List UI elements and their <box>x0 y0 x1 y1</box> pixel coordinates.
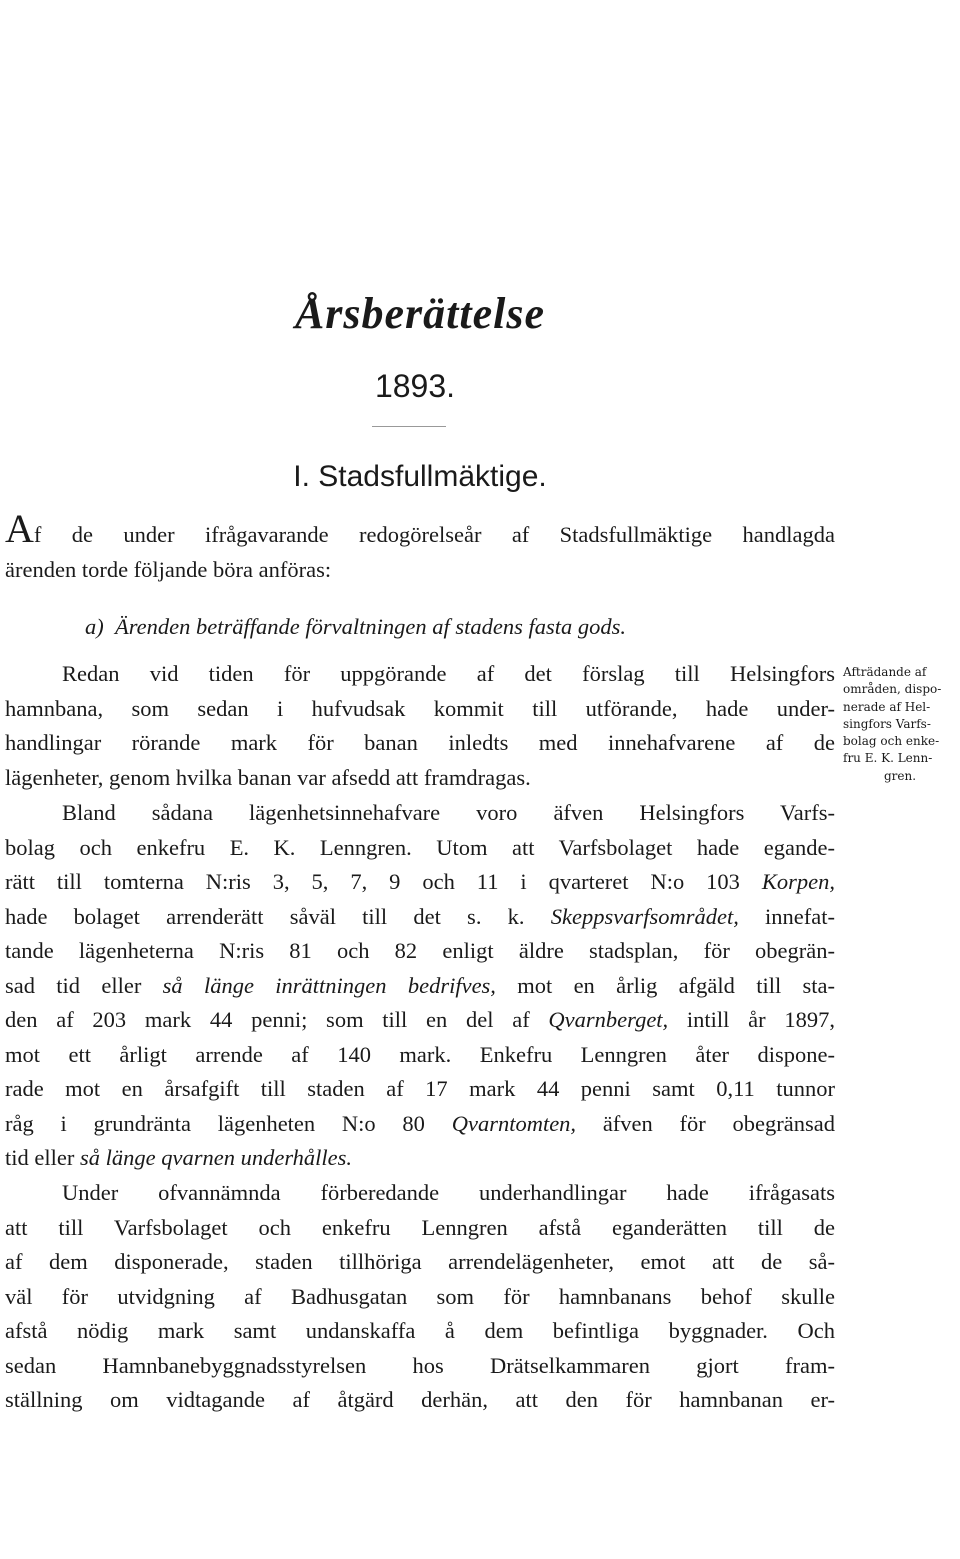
intro-line-1-text: f de under ifrågavarande redogörelseår af Stadsfullmäktige handlagda <box>33 522 835 547</box>
p2-italic: Skeppsvarfsområdet, <box>550 903 739 929</box>
p2-line: mot ett årligt arrende af 140 mark. Enkefru Lenngren åter dispone- <box>5 1041 835 1067</box>
p2-text: hade bolaget arrenderätt såväl till det s. k. <box>5 903 551 929</box>
p3-line: väl för utvidgning af Badhusgatan som för hamnbanans behof skulle <box>5 1283 835 1309</box>
p2-text: intill år 1897, <box>668 1007 835 1032</box>
p2-line <box>5 1141 835 1176</box>
margin-note <box>843 664 957 785</box>
margin-note-line: singfors Varfs- <box>843 716 931 731</box>
paragraph-1 <box>5 657 835 795</box>
section-heading: I. Stadsfullmäktige. <box>293 460 547 493</box>
margin-note-line: fru E. K. Lenn- <box>843 751 933 766</box>
p2-text: råg i grundränta lägenheten N:o 80 <box>5 1110 452 1136</box>
margin-note-line: nerade af Hel- <box>843 699 931 714</box>
subsection-label: a) <box>85 614 104 639</box>
page-title: Årsberättelse <box>294 289 546 338</box>
p2-line: Bland sådana lägenhetsinnehafvare voro äfven Helsingfors Varfs- <box>62 800 835 825</box>
p2-line: tande lägenheterna N:ris 81 och 82 enligt äldre stadsplan, för obegrän- <box>5 938 835 963</box>
p1-line: lägenheter, genom hvilka banan var afsedd att framdragas. <box>5 764 531 790</box>
drop-cap: A <box>5 506 34 551</box>
p2-italic: Korpen, <box>761 869 835 894</box>
p1-line: Redan vid tiden för uppgörande af det förslag till Helsingfors <box>62 661 835 686</box>
p2-text: mot en årlig afgäld till sta- <box>495 972 835 998</box>
p3-line: af dem disponerade, staden tillhöriga arrendelägenheter, emot att de så- <box>5 1249 835 1274</box>
subsection-title: Ärenden beträffande förvaltningen af stadens fasta gods. <box>115 614 626 639</box>
report-year: 1893. <box>374 368 456 404</box>
p2-line <box>5 900 835 935</box>
intro-paragraph <box>5 506 835 587</box>
p2-italic: Qvarntomten, <box>451 1110 577 1136</box>
p3-line: Under ofvannämnda förberedande underhandlingar hade ifrågasats <box>62 1180 835 1205</box>
p1-line: handlingar rörande mark för banan inledts med innehafvarene af de <box>5 730 835 755</box>
intro-line-2: ärenden torde följande böra anföras: <box>5 556 332 582</box>
p1-line: hamnbana, som sedan i hufvudsak kommit till utförande, hade under- <box>5 695 835 721</box>
p2-line <box>5 1107 835 1142</box>
p2-text: rätt till tomterna N:ris 3, 5, 7, 9 och 11 i qvarteret N:o 103 <box>5 869 762 894</box>
p3-line: afstå nödig mark samt undanskaffa å dem befintliga byggnader. Och <box>5 1318 835 1343</box>
margin-note-line: områden, dispo- <box>843 682 942 697</box>
p3-line: ställning om vidtagande af åtgärd derhän, att den för hamnbanan er- <box>5 1387 835 1412</box>
p3-line: sedan Hamnbanebyggnadsstyrelsen hos Drätselkammaren gjort fram- <box>5 1352 835 1378</box>
subsection-heading <box>85 614 626 640</box>
divider <box>372 426 446 427</box>
p2-text: sad tid eller <box>5 972 163 998</box>
paragraph-2 <box>5 796 835 1176</box>
paragraph-3 <box>5 1176 835 1418</box>
p2-italic: så länge qvarnen underhålles. <box>79 1145 353 1170</box>
p2-line <box>5 969 835 1004</box>
p2-italic: så länge inrättningen bedrifves, <box>162 972 496 998</box>
margin-note-line: bolag och enke- <box>843 734 940 749</box>
margin-note-line: gren. <box>883 768 917 783</box>
p2-line: bolag och enkefru E. K. Lenngren. Utom att Varfsbolaget hade egande- <box>5 834 835 860</box>
p2-line: rade mot en årsafgift till staden af 17 mark 44 penni samt 0,11 tunnor <box>5 1076 835 1101</box>
p2-text: den af 203 mark 44 penni; som till en del af <box>5 1007 549 1032</box>
p3-line: att till Varfsbolaget och enkefru Lenngren afstå eganderätten till de <box>5 1214 835 1240</box>
p2-text: äfven för obegränsad <box>576 1110 835 1136</box>
p2-text: tid eller <box>5 1145 80 1170</box>
p2-italic: Qvarnberget, <box>548 1007 669 1032</box>
intro-line-1 <box>5 506 835 553</box>
p2-line <box>5 865 835 900</box>
margin-note-line: Afträdande af <box>843 665 927 679</box>
p2-text: innefat- <box>738 903 835 929</box>
p2-line <box>5 1003 835 1038</box>
